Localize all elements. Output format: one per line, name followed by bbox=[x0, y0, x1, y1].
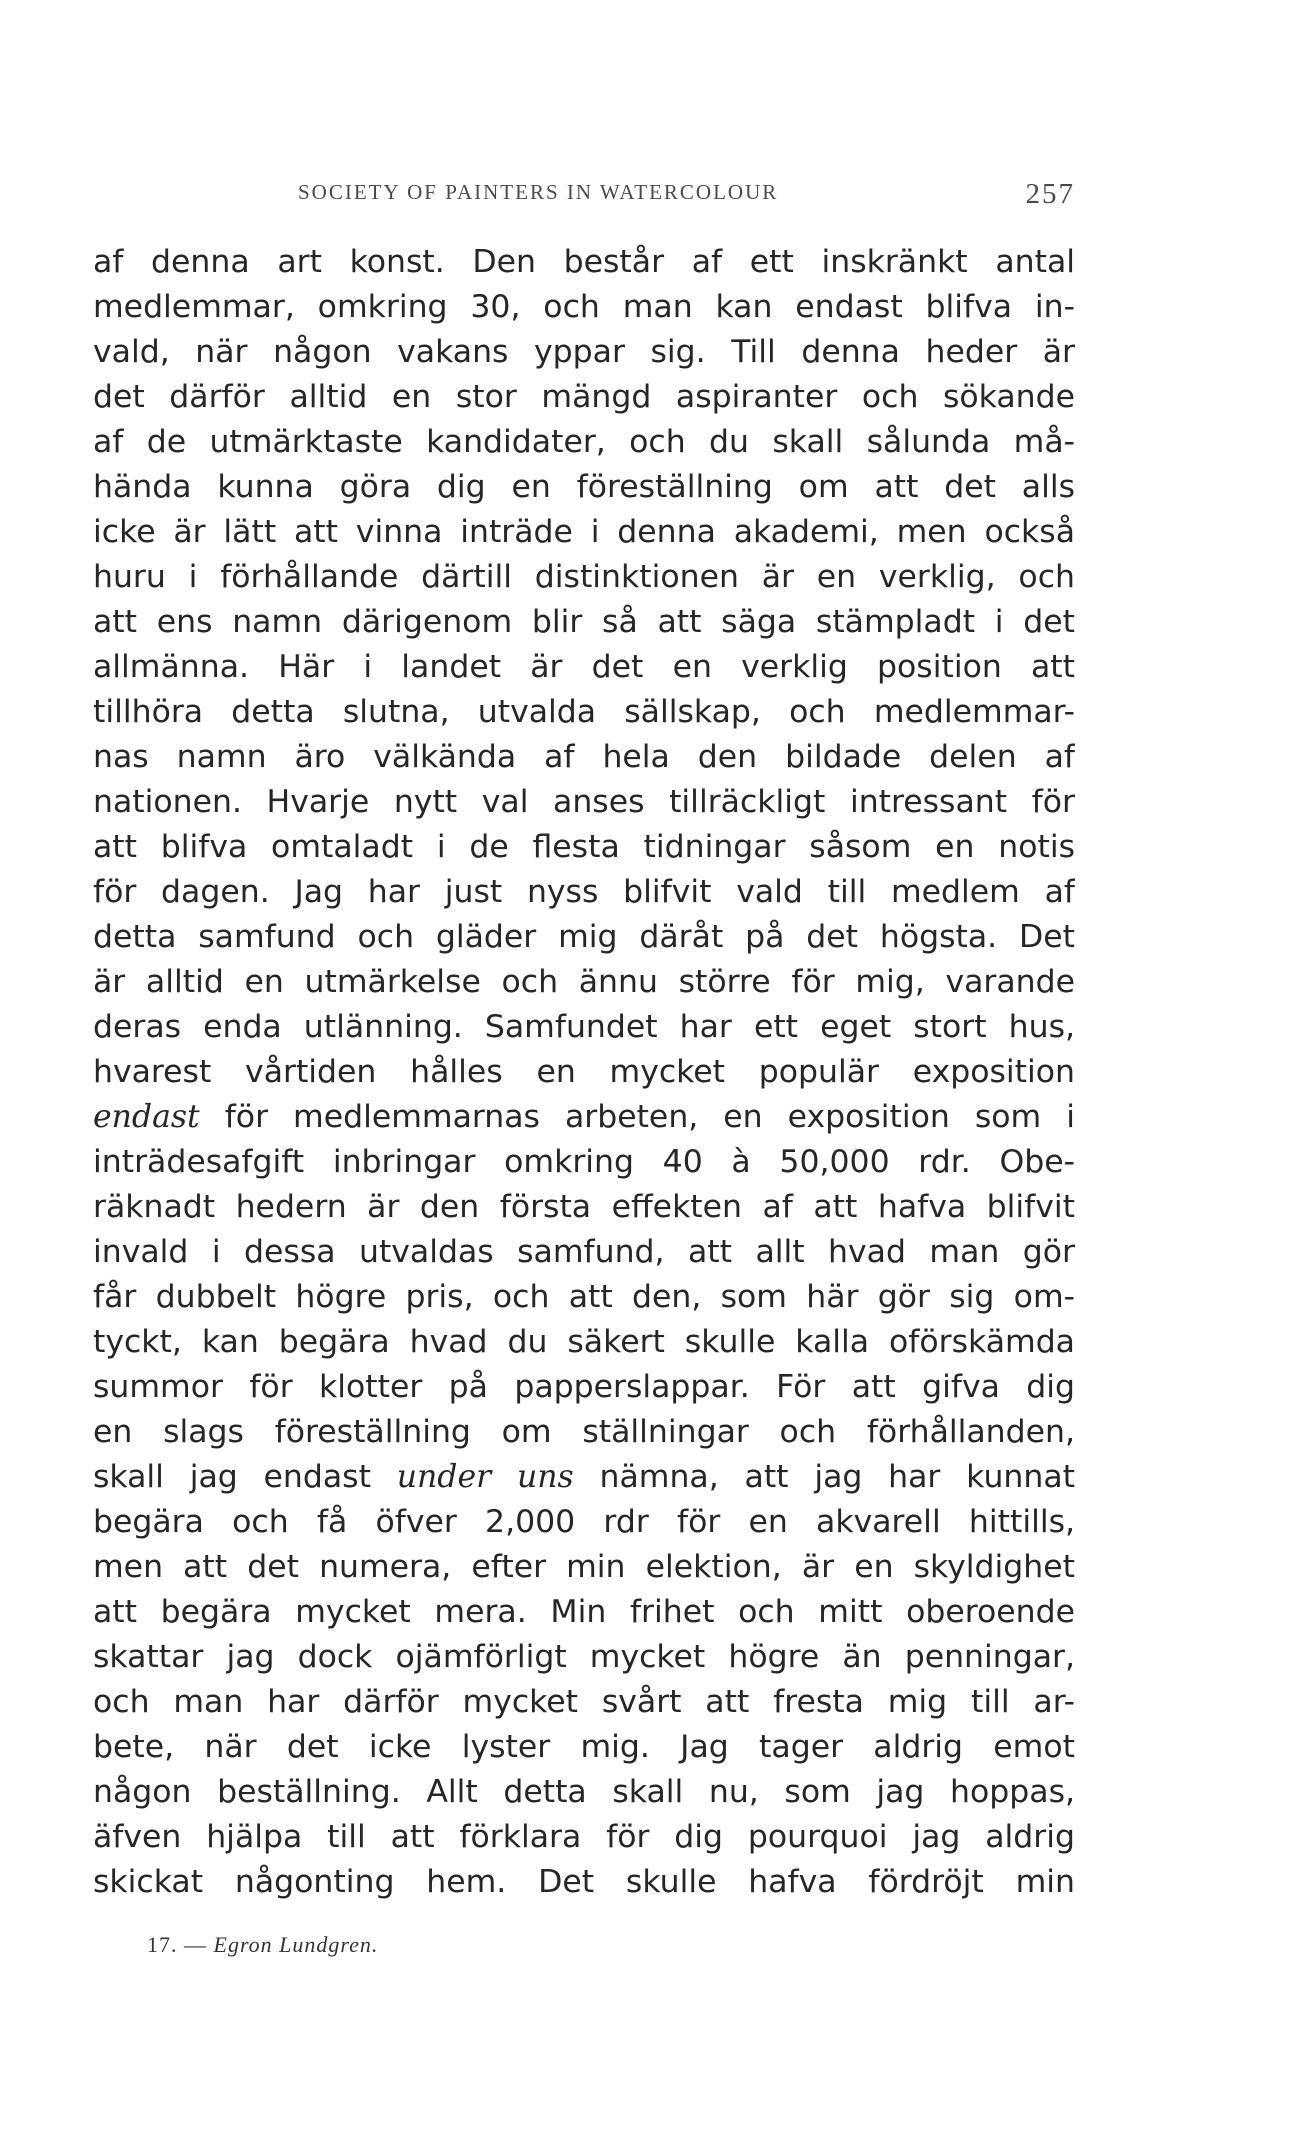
text-line: att blifva omtaladt i de flesta tidningar såsom en notis bbox=[93, 829, 1075, 865]
text-line: af denna art konst. Den består af ett inskränkt antal bbox=[93, 244, 1075, 280]
text-line: hvarest vårtiden hålles en mycket populär exposition bbox=[93, 1054, 1075, 1090]
text-line: och man har därför mycket svårt att fresta mig till ar- bbox=[93, 1684, 1075, 1720]
text-line: bete, när det icke lyster mig. Jag tager aldrig emot bbox=[93, 1729, 1075, 1765]
text-line: summor för klotter på papperslappar. För att gifva dig bbox=[93, 1369, 1075, 1405]
text-line: begära och få öfver 2,000 rdr för en akvarell hittills, bbox=[93, 1504, 1075, 1540]
text-line: tillhöra detta slutna, utvalda sällskap, och medlemmar- bbox=[93, 694, 1075, 730]
text-line: hända kunna göra dig en föreställning om att det alls bbox=[93, 469, 1075, 505]
text-line: endast för medlemmarnas arbeten, en exposition som i bbox=[93, 1099, 1075, 1135]
text-line: räknadt hedern är den första effekten af att hafva blifvit bbox=[93, 1189, 1075, 1225]
text-line: medlemmar, omkring 30, och man kan endast blifva in- bbox=[93, 289, 1075, 325]
text-line: skattar jag dock ojämförligt mycket högre än penningar, bbox=[93, 1639, 1075, 1675]
signature-dash: — bbox=[184, 1932, 207, 1957]
text-line: detta samfund och gläder mig däråt på det högsta. Det bbox=[93, 919, 1075, 955]
text-line: någon beställning. Allt detta skall nu, som jag hoppas, bbox=[93, 1774, 1075, 1810]
text-line: att begära mycket mera. Min frihet och mitt oberoende bbox=[93, 1594, 1075, 1630]
text-line: deras enda utlänning. Samfundet har ett eget stort hus, bbox=[93, 1009, 1075, 1045]
text-line: det därför alltid en stor mängd aspiranter och sökande bbox=[93, 379, 1075, 415]
body-text bbox=[93, 240, 1075, 1905]
running-title: SOCIETY OF PAINTERS IN WATERCOLOUR bbox=[298, 180, 779, 204]
text-line: huru i förhållande därtill distinktionen är en verklig, och bbox=[93, 559, 1075, 595]
text-line: inträdesafgift inbringar omkring 40 à 50,000 rdr. Obe- bbox=[93, 1144, 1075, 1180]
text-line: men att det numera, efter min elektion, är en skyldighet bbox=[93, 1549, 1075, 1585]
running-head bbox=[93, 178, 1075, 214]
italic-emphasis: under uns bbox=[396, 1459, 574, 1495]
text-line: att ens namn därigenom blir så att säga stämpladt i det bbox=[93, 604, 1075, 640]
author-name: Egron Lundgren. bbox=[213, 1932, 379, 1957]
text-line: får dubbelt högre pris, och att den, som här gör sig om- bbox=[93, 1279, 1075, 1315]
text-line: äfven hjälpa till att förklara för dig pourquoi jag aldrig bbox=[93, 1819, 1075, 1855]
text-line: en slags föreställning om ställningar och förhållanden, bbox=[93, 1414, 1075, 1450]
text-line: skickat någonting hem. Det skulle hafva fördröjt min bbox=[93, 1864, 1075, 1900]
signature-footnote bbox=[147, 1932, 378, 1958]
text-line: tyckt, kan begära hvad du säkert skulle kalla oförskämda bbox=[93, 1324, 1075, 1360]
text-line: allmänna. Här i landet är det en verklig position att bbox=[93, 649, 1075, 685]
text-line: för dagen. Jag har just nyss blifvit vald till medlem af bbox=[93, 874, 1075, 910]
text-line: nationen. Hvarje nytt val anses tillräckligt intressant för bbox=[93, 784, 1075, 820]
text-line: är alltid en utmärkelse och ännu större för mig, varande bbox=[93, 964, 1075, 1000]
text-line: af de utmärktaste kandidater, och du skall sålunda må- bbox=[93, 424, 1075, 460]
text-line: vald, när någon vakans yppar sig. Till denna heder är bbox=[93, 334, 1075, 370]
text-line: icke är lätt att vinna inträde i denna akademi, men också bbox=[93, 514, 1075, 550]
page-number: 257 bbox=[1025, 178, 1075, 210]
text-line: nas namn äro välkända af hela den bildade delen af bbox=[93, 739, 1075, 775]
text-line: invald i dessa utvaldas samfund, att allt hvad man gör bbox=[93, 1234, 1075, 1270]
text-line: skall jag endast under uns nämna, att jag har kunnat bbox=[93, 1459, 1075, 1495]
signature-number: 17. bbox=[147, 1932, 178, 1957]
italic-emphasis: endast bbox=[93, 1099, 200, 1135]
